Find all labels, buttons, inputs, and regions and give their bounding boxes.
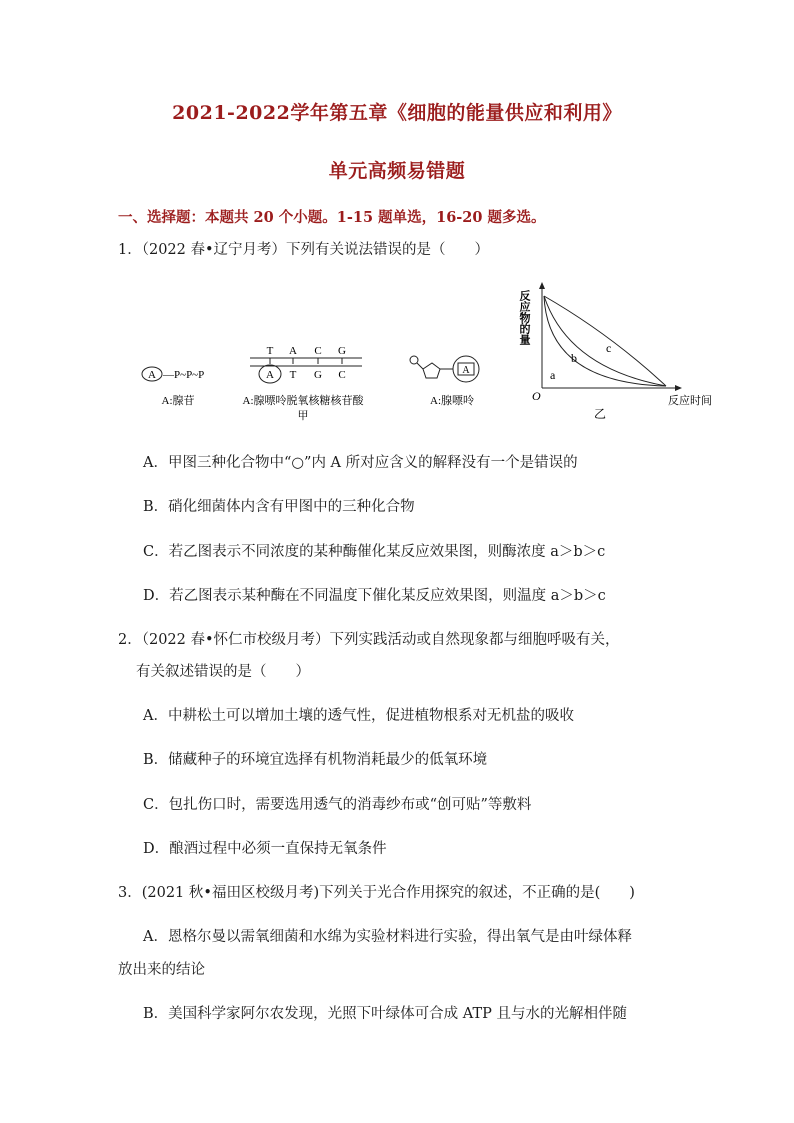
dna-strand	[243, 345, 365, 422]
question-2-option-c: C．包扎伤口时，需要选用透气的消毒纱布或“创可贴”等敷料	[143, 797, 532, 813]
question-3-stem: 3．(2021 秋•福田区校级月考)下列关于光合作用探究的叙述，不正确的是( )	[118, 885, 635, 901]
curve-label-b: b	[571, 351, 577, 365]
reaction-graph	[518, 282, 712, 421]
question-2-stem-continued: 有关叙述错误的是（ ）	[136, 664, 310, 680]
document-subtitle: 单元高频易错题	[328, 160, 466, 182]
question-3-option-a: A．恩格尔曼以需氧细菌和水绵为实验材料进行实验，得出氧气是由叶绿体释	[143, 929, 632, 945]
question-3-option-a-continued: 放出来的结论	[118, 962, 205, 978]
dna-bottom-base: T	[289, 369, 297, 381]
question-1-option-c: C．若乙图表示不同浓度的某种酶催化某反应效果图，则酶浓度 a＞b＞c	[143, 544, 606, 560]
dna-top-base: C	[314, 345, 322, 357]
dna-top-base: G	[338, 345, 346, 357]
dna-caption: A:腺嘌呤脱氧核糖核苷酸	[242, 395, 364, 407]
curve-label-a: a	[550, 368, 556, 382]
question-2-option-d: D．酿酒过程中必须一直保持无氧条件	[143, 841, 387, 857]
dna-top-base: T	[266, 345, 274, 357]
atp-caption: A:腺苷	[161, 395, 195, 407]
question-1-figure	[120, 278, 720, 428]
dna-bottom-base: G	[314, 369, 322, 381]
atp-circle-label: A	[148, 369, 156, 381]
question-3-option-b: B．美国科学家阿尔农发现，光照下叶绿体可合成 ATP 且与水的光解相伴随	[143, 1006, 627, 1022]
question-2-stem: 2．（2022 春•怀仁市校级月考）下列实践活动或自然现象都与细胞呼吸有关，	[118, 632, 620, 648]
dna-top-base: A	[289, 345, 297, 357]
question-2-option-b: B．储藏种子的环境宜选择有机物消耗最少的低氧环境	[143, 752, 488, 768]
figure-label-jia: 甲	[297, 410, 309, 422]
question-1-option-a: A．甲图三种化合物中“○”内 A 所对应含义的解释没有一个是错误的	[143, 455, 578, 471]
section-heading: 一、选择题：本题共 20 个小题。1-15 题单选，16-20 题多选。	[118, 209, 546, 226]
graph-x-label: 反应时间	[668, 395, 712, 407]
question-2-option-a: A．中耕松土可以增加土壤的透气性，促进植物根系对无机盐的吸收	[143, 708, 574, 724]
graph-origin: O	[532, 389, 541, 403]
question-1-option-b: B．硝化细菌体内含有甲图中的三种化合物	[143, 499, 415, 515]
document-title: 2021-2022学年第五章《细胞的能量供应和利用》	[172, 102, 622, 124]
curve-label-c: c	[606, 341, 612, 355]
atp-formula: —P~P~P	[163, 369, 205, 381]
dna-bottom-base: C	[338, 369, 346, 381]
graph-y-label: 反应物的量	[518, 290, 530, 345]
dna-bottom-base: A	[266, 369, 274, 381]
nucleotide-caption: A:腺嘌呤	[430, 395, 474, 407]
nucleotide-structure	[410, 356, 479, 407]
question-1-stem: 1．（2022 春•辽宁月考）下列有关说法错误的是（ ）	[118, 242, 490, 258]
graph-caption: 乙	[593, 407, 607, 421]
atp-structure	[142, 367, 204, 407]
question-1-option-d: D．若乙图表示某种酶在不同温度下催化某反应效果图，则温度 a＞b＞c	[143, 588, 606, 604]
nucleotide-box-label: A	[462, 365, 470, 376]
